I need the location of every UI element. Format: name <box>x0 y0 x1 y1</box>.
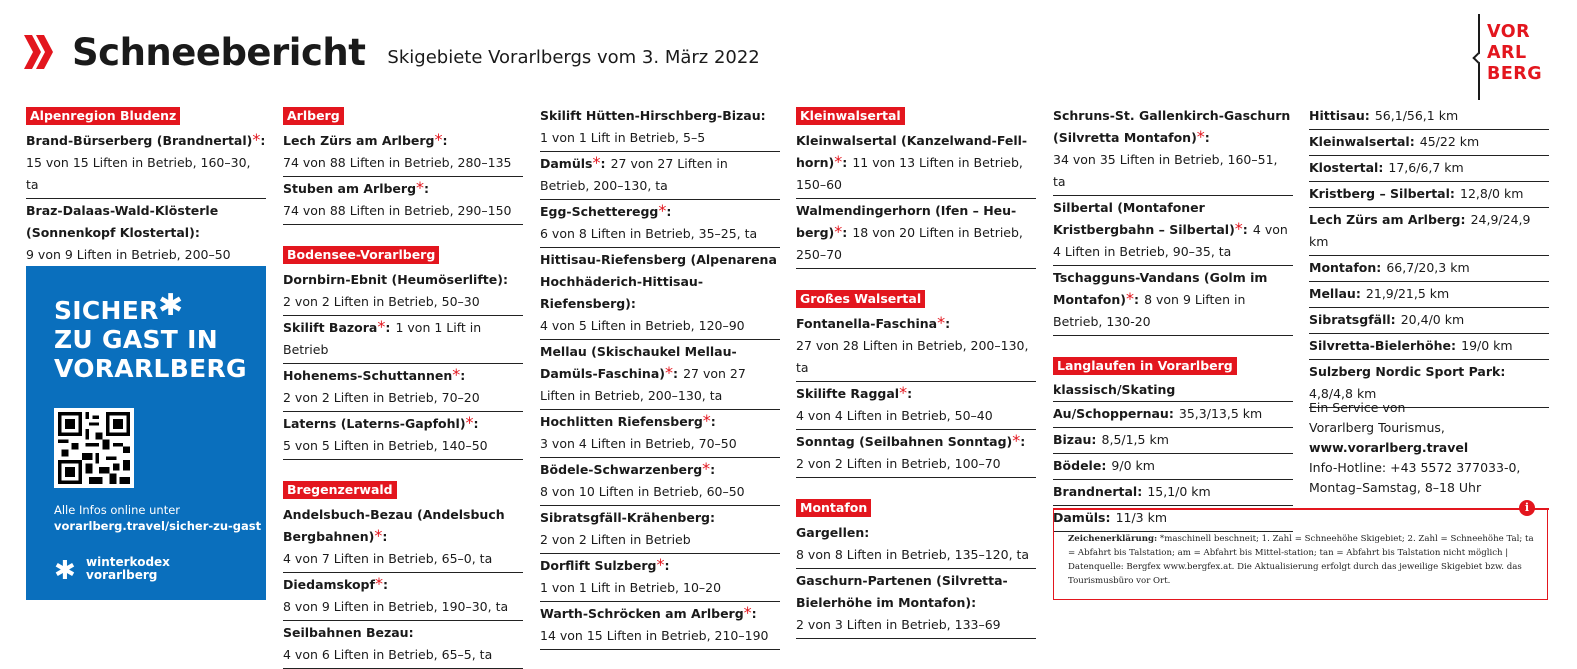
separator: : <box>672 366 678 381</box>
snowmaking-star: * <box>1125 289 1134 308</box>
separator: : <box>1242 222 1248 237</box>
service-info <box>1309 398 1520 498</box>
region-tag: Langlaufen in Vorarlberg <box>1053 357 1237 375</box>
lift-status: 27 von 27 Liften in Betrieb, 200–130, ta <box>540 366 746 403</box>
separator: : <box>442 133 448 148</box>
region-tag: Montafon <box>796 499 871 517</box>
ski-area-entry <box>1053 266 1293 336</box>
service-url-link[interactable]: www.vorarlberg.travel <box>1309 440 1469 455</box>
ski-area-name: Hittisau-Riefensberg (Alpenarena Hochhäderich-Hittisau-Riefensberg) <box>540 252 777 311</box>
lift-status: 1 von 1 Lift in Betrieb, 5–5 <box>540 130 706 145</box>
lift-status: 66,7/20,3 km <box>1386 260 1470 275</box>
lift-status: 3 von 4 Liften in Betrieb, 70–50 <box>540 436 737 451</box>
lift-status: 35,3/13,5 km <box>1178 406 1263 421</box>
column-5 <box>1053 104 1293 532</box>
lift-status: 1 von 1 Lift in Betrieb, 10–20 <box>540 580 722 595</box>
ski-area-entry <box>1309 282 1549 308</box>
legend-text <box>1068 532 1535 588</box>
ski-area-entry <box>1309 208 1549 256</box>
ski-area-entry <box>540 248 780 340</box>
ski-area-entry <box>1309 182 1549 208</box>
ski-area-name: Hochlitten Riefensberg <box>540 414 703 429</box>
ski-area-name: Au/Schoppernau <box>1053 406 1169 421</box>
lift-status: 17,6/6,7 km <box>1388 160 1464 175</box>
separator: : <box>1020 434 1026 449</box>
lift-status: 20,4/0 km <box>1400 312 1465 327</box>
ski-area-name: Sibratsgfäll-Krähenberg <box>540 510 710 525</box>
ski-area-entry <box>540 104 780 152</box>
ski-area-name: Silbertal (Montafoner Kristbergbahn – Silbertal) <box>1053 200 1235 237</box>
ski-area-entry <box>796 569 1036 639</box>
page-header <box>24 28 760 76</box>
ski-area-name: Skilift Bazora <box>283 320 378 335</box>
lift-status: 4 von 5 Liften in Betrieb, 120–90 <box>540 318 745 333</box>
ski-area-entry <box>796 382 1036 430</box>
separator: : <box>1101 458 1107 473</box>
ski-area-entry <box>540 602 780 650</box>
ski-area-entry <box>283 364 523 412</box>
section-subheading: klassisch/Skating <box>1053 379 1293 402</box>
ski-area-entry <box>283 621 523 669</box>
ski-area-name: Bödele-Schwarzenberg <box>540 462 703 477</box>
double-chevron-icon <box>24 35 54 69</box>
ski-area-entry <box>1053 454 1293 480</box>
separator: : <box>1390 312 1396 327</box>
snowmaking-star: * <box>465 413 474 432</box>
lift-status: 9/0 km <box>1111 458 1155 473</box>
separator: : <box>864 525 870 540</box>
separator: : <box>945 316 951 331</box>
separator: : <box>1355 286 1361 301</box>
ski-area-entry <box>26 199 266 269</box>
promo-title-line: SICHER <box>54 296 159 325</box>
ski-area-name: Brand-Bürserberg (Brandnertal) <box>26 133 253 148</box>
separator: : <box>666 204 672 219</box>
separator: : <box>460 368 466 383</box>
promo-title-line: VORARLBERG <box>54 354 247 383</box>
snowmaking-star: * <box>899 383 908 402</box>
lift-status: 9 von 9 Liften in Betrieb, 200–50 <box>26 247 231 262</box>
separator: : <box>1364 108 1370 123</box>
ski-area-name: Laterns (Laterns-Gapfohl) <box>283 416 466 431</box>
lift-status: 56,1/56,1 km <box>1374 108 1459 123</box>
separator: : <box>1091 432 1097 447</box>
ski-area-entry <box>283 177 523 225</box>
separator: : <box>1105 510 1111 525</box>
separator: : <box>760 108 766 123</box>
winterkodex-label <box>86 556 170 582</box>
ski-area-name: Andelsbuch-Bezau (Andelsbuch Bergbahnen) <box>283 507 505 544</box>
service-hotline: Info-Hotline: +43 5572 377033-0, <box>1309 460 1521 475</box>
region-tag: Alpenregion Bludenz <box>26 107 180 125</box>
ski-area-name: Sonntag (Seilbahnen Sonntag) <box>796 434 1013 449</box>
separator: : <box>1378 160 1384 175</box>
snowmaking-star: * <box>664 363 673 382</box>
lift-status: 74 von 88 Liften in Betrieb, 290–150 <box>283 203 512 218</box>
ski-area-name: Warth-Schröcken am Arlberg <box>540 606 744 621</box>
lift-status: 2 von 2 Liften in Betrieb, 50–30 <box>283 294 480 309</box>
region-section <box>283 243 523 460</box>
ski-area-name: Dorflift Sulzberg <box>540 558 657 573</box>
lift-status: 74 von 88 Liften in Betrieb, 280–135 <box>283 155 512 170</box>
region-section <box>796 287 1036 478</box>
lift-status: 4 von 6 Liften in Betrieb, 65–5, ta <box>283 647 493 662</box>
separator: : <box>1451 338 1457 353</box>
page-title: Schneebericht <box>72 30 366 74</box>
lift-status: 11 von 13 Liften in Betrieb, 150–60 <box>796 155 1023 192</box>
promo-title <box>54 296 247 383</box>
lift-status: 24,9/24,9 km <box>1309 212 1531 249</box>
logo-line: ARL <box>1487 43 1527 63</box>
ski-area-name: Schruns-St. Gallenkirch-Gaschurn (Silvretta Montafon) <box>1053 108 1291 145</box>
promo-link[interactable]: vorarlberg.travel/sicher-zu-gast <box>54 519 262 533</box>
column-3 <box>540 104 780 650</box>
logo-line: BERG <box>1487 64 1543 84</box>
lift-status: 8 von 9 Liften in Betrieb, 190–30, ta <box>283 599 509 614</box>
lift-status: 34 von 35 Liften in Betrieb, 160–51, ta <box>1053 152 1278 189</box>
separator: : <box>971 595 977 610</box>
lift-status: 4 von 7 Liften in Betrieb, 65–0, ta <box>283 551 493 566</box>
lift-status: 8 von 8 Liften in Betrieb, 135–120, ta <box>796 547 1030 562</box>
legend-body: *maschinell beschneit; 1. Zahl = Schneehöhe Skigebiet; 2. Zahl = Schneehöhe Tal; ta = Abfahrt bis Talstation; am = Abfahrt bis Mittel-station; tan = Abfahrt bis Talstation nicht möglich | Datenquelle: Bergfex www.bergfex.at. Die Aktualisierung erfolgt durch das jeweilige Skigebiet bzw. das Tourismusbüro vor Ort. <box>1068 534 1534 586</box>
region-tag: Bregenzerwald <box>283 481 397 499</box>
service-line: Vorarlberg Tourismus, <box>1309 420 1445 435</box>
ski-area-name: Stuben am Arlberg <box>283 181 417 196</box>
separator: : <box>710 414 716 429</box>
separator: : <box>630 296 636 311</box>
ski-area-entry <box>540 200 780 248</box>
lift-status: 27 von 27 Liften in Betrieb, 200–130, ta <box>540 156 728 193</box>
separator: : <box>1409 134 1415 149</box>
promo-box[interactable] <box>26 266 266 600</box>
lift-status: 12,8/0 km <box>1460 186 1524 201</box>
ski-area-name: Damüls <box>1053 510 1106 525</box>
separator: : <box>600 156 606 171</box>
service-line: Ein Service von <box>1309 400 1406 415</box>
separator: : <box>473 416 479 431</box>
lift-status: 4 von 4 Liften in Betrieb, 50–40 <box>796 408 993 423</box>
ski-area-name: Lech Zürs am Arlberg <box>1309 212 1461 227</box>
ski-area-name: Walmendingerhorn (Ifen – Heu-berg) <box>796 203 1017 240</box>
separator: : <box>1168 406 1174 421</box>
separator: : <box>709 510 715 525</box>
ski-area-entry <box>1309 156 1549 182</box>
region-tag: Arlberg <box>283 107 344 125</box>
region-section <box>540 104 780 650</box>
lift-status: 19/0 km <box>1461 338 1513 353</box>
separator: : <box>710 462 716 477</box>
separator: : <box>1460 212 1466 227</box>
lift-status: 1 von 1 Lift in Betrieb <box>283 320 482 357</box>
lift-status: 6 von 8 Liften in Betrieb, 35–25, ta <box>540 226 758 241</box>
snowmaking-star: * <box>1196 127 1205 146</box>
ski-area-name: Mellau <box>1309 286 1356 301</box>
ski-area-name: Gargellen <box>796 525 865 540</box>
snowmaking-star: * <box>702 411 711 430</box>
separator: : <box>842 155 848 170</box>
lift-status: 45/22 km <box>1419 134 1480 149</box>
ski-area-entry <box>796 129 1036 199</box>
page-subtitle: Skigebiete Vorarlbergs vom 3. März 2022 <box>387 46 760 68</box>
separator: : <box>1137 484 1143 499</box>
ski-area-entry <box>283 268 523 316</box>
separator: : <box>751 606 757 621</box>
lift-status: 8 von 9 Liften in Betrieb, 130-20 <box>1053 292 1246 329</box>
ski-area-name: Silvretta-Bielerhöhe <box>1309 338 1452 353</box>
separator: : <box>1376 260 1382 275</box>
lift-status: 27 von 28 Liften in Betrieb, 200–130, ta <box>796 338 1029 375</box>
snowmaking-star: * <box>743 603 752 622</box>
column-1 <box>26 104 266 269</box>
region-section <box>796 104 1036 269</box>
ski-area-name: Braz-Dalaas-Wald-Klösterle (Sonnenkopf Klostertal) <box>26 203 219 240</box>
ski-area-entry <box>1053 196 1293 266</box>
ski-area-entry <box>796 430 1036 478</box>
ski-area-entry <box>1309 130 1549 156</box>
column-2 <box>283 104 523 669</box>
separator: : <box>1133 292 1139 307</box>
separator: : <box>1500 364 1506 379</box>
ski-area-name: Sulzberg Nordic Sport Park <box>1309 364 1501 379</box>
ski-area-name: Hittisau <box>1309 108 1365 123</box>
ski-area-name: Hohenems-Schuttannen <box>283 368 453 383</box>
snowmaking-star: * <box>658 201 667 220</box>
ski-area-entry <box>540 458 780 506</box>
snowmaking-star: * <box>702 459 711 478</box>
ski-area-entry <box>1309 334 1549 360</box>
lift-status: 2 von 2 Liften in Betrieb <box>540 532 691 547</box>
lift-status: 2 von 2 Liften in Betrieb, 70–20 <box>283 390 480 405</box>
lift-status: 5 von 5 Liften in Betrieb, 140–50 <box>283 438 488 453</box>
ski-area-name: Kleinwalsertal (Kanzelwand-Fell-horn) <box>796 133 1028 170</box>
region-section <box>796 496 1036 639</box>
region-tag: Kleinwalsertal <box>796 107 905 125</box>
snowmaking-star: * <box>656 555 665 574</box>
snowmaking-star: * <box>592 153 601 172</box>
lift-status: 2 von 3 Liften in Betrieb, 133–69 <box>796 617 1001 632</box>
ski-area-entry <box>796 312 1036 382</box>
lift-status: 14 von 15 Liften in Betrieb, 210–190 <box>540 628 769 643</box>
vorarlberg-logo <box>1474 14 1554 100</box>
ski-area-name: Gaschurn-Partenen (Silvretta-Bielerhöhe im Montafon) <box>796 573 1008 610</box>
logo-line: VOR <box>1487 22 1531 42</box>
region-section <box>1053 104 1293 336</box>
promo-info <box>54 502 261 534</box>
snowmaking-star: * <box>937 313 946 332</box>
lift-status: 4,8/4,8 km <box>1309 386 1377 401</box>
lift-status: 8,5/1,5 km <box>1101 432 1169 447</box>
ski-area-name: Klostertal <box>1309 160 1379 175</box>
lift-status: 15 von 15 Liften in Betrieb, 160–30, ta <box>26 155 251 192</box>
ski-area-entry <box>283 316 523 364</box>
ski-area-entry <box>26 129 266 199</box>
lift-status: 11/3 km <box>1115 510 1168 525</box>
ski-area-name: Bödele <box>1053 458 1102 473</box>
ski-area-entry <box>540 554 780 602</box>
ski-area-entry <box>1053 104 1293 196</box>
ski-area-entry <box>1309 104 1549 130</box>
ski-area-name: Kristberg – Silbertal <box>1309 186 1450 201</box>
ski-area-entry <box>1053 428 1293 454</box>
lift-status: 2 von 2 Liften in Betrieb, 100–70 <box>796 456 1001 471</box>
lift-status: 15,1/0 km <box>1147 484 1211 499</box>
ski-area-name: Sibratsgfäll <box>1309 312 1391 327</box>
ski-area-name: Kleinwalsertal <box>1309 134 1410 149</box>
ski-area-name: Skilifte Raggal <box>796 386 900 401</box>
kodex-line: winterkodex <box>86 555 170 569</box>
region-tag: Großes Walsertal <box>796 290 925 308</box>
ski-area-entry <box>283 412 523 460</box>
separator: : <box>382 577 388 592</box>
column-6 <box>1309 104 1549 408</box>
promo-title-line: ZU GAST IN <box>54 325 218 354</box>
separator: : <box>1204 130 1210 145</box>
ski-area-entry <box>1309 308 1549 334</box>
ski-area-entry <box>796 199 1036 269</box>
snowmaking-star: * <box>252 130 261 149</box>
service-hours: Montag–Samstag, 8–18 Uhr <box>1309 480 1482 495</box>
legend-label: Zeichenerklärung: <box>1068 534 1158 544</box>
separator: : <box>194 225 200 240</box>
separator: : <box>408 625 414 640</box>
ski-area-name: Dornbirn-Ebnit (Heumöserlifte) <box>283 272 503 287</box>
snowflake-icon: ✱ <box>158 288 184 323</box>
snowmaking-star: * <box>434 130 443 149</box>
legend-box <box>1053 501 1548 600</box>
separator: : <box>664 558 670 573</box>
ski-area-entry <box>540 506 780 554</box>
ski-area-entry <box>540 340 780 410</box>
ski-area-entry <box>1309 256 1549 282</box>
ski-area-entry <box>1053 402 1293 428</box>
ski-area-name: Lech Zürs am Arlberg <box>283 133 435 148</box>
snowmaking-star: * <box>452 365 461 384</box>
separator: : <box>502 272 508 287</box>
snowmaking-star: * <box>374 574 383 593</box>
region-section <box>26 104 266 269</box>
qr-code-icon[interactable] <box>54 408 134 488</box>
ski-area-entry <box>540 410 780 458</box>
ski-area-entry <box>283 503 523 573</box>
lift-status: 8 von 10 Liften in Betrieb, 60–50 <box>540 484 745 499</box>
lift-status: 4 von 4 Liften in Betrieb, 90–35, ta <box>1053 222 1288 259</box>
ski-area-name: Brandnertal <box>1053 484 1138 499</box>
lift-status: 21,9/21,5 km <box>1365 286 1450 301</box>
snowmaking-star: * <box>416 178 425 197</box>
lift-status: 18 von 20 Liften in Betrieb, 250–70 <box>796 225 1023 262</box>
ski-area-entry <box>283 129 523 177</box>
ski-area-name: Mellau (Skischaukel Mellau-Damüls-Faschina) <box>540 344 737 381</box>
snowmaking-star: * <box>1012 431 1021 450</box>
ski-area-name: Tschagguns-Vandans (Golm im Montafon) <box>1053 270 1268 307</box>
column-4 <box>796 104 1036 639</box>
ski-area-name: Egg-Schetteregg <box>540 204 659 219</box>
snowmaking-star: * <box>834 222 843 241</box>
promo-info-text: Alle Infos online unter <box>54 503 181 517</box>
separator: : <box>382 529 388 544</box>
separator: : <box>1449 186 1455 201</box>
ski-area-name: Fontanella-Faschina <box>796 316 938 331</box>
region-section <box>1053 354 1293 532</box>
ski-area-name: Diedamskopf <box>283 577 375 592</box>
ski-area-name: Bizau <box>1053 432 1092 447</box>
separator: : <box>260 133 266 148</box>
snowmaking-star: * <box>377 317 386 336</box>
ski-area-entry <box>283 573 523 621</box>
ski-area-name: Seilbahnen Bezau <box>283 625 409 640</box>
ski-area-entry <box>1053 480 1293 506</box>
ski-area-entry <box>796 521 1036 569</box>
snowmaking-star: * <box>374 526 383 545</box>
region-section <box>1309 104 1549 408</box>
separator: : <box>424 181 430 196</box>
kodex-line: vorarlberg <box>86 568 158 582</box>
ski-area-name: Damüls <box>540 156 593 171</box>
region-section <box>283 478 523 669</box>
region-tag: Bodensee-Vorarlberg <box>283 246 439 264</box>
info-icon: i <box>1519 500 1535 516</box>
snowmaking-star: * <box>834 152 843 171</box>
ski-area-entry <box>540 152 780 200</box>
region-section <box>283 104 523 225</box>
ski-area-name: Montafon <box>1309 260 1377 275</box>
snowflake-icon: ✱ <box>54 556 76 586</box>
snowmaking-star: * <box>1234 219 1243 238</box>
separator: : <box>842 225 848 240</box>
separator: : <box>907 386 913 401</box>
separator: : <box>385 320 391 335</box>
ski-area-name: Skilift Hütten-Hirschberg-Bizau <box>540 108 761 123</box>
